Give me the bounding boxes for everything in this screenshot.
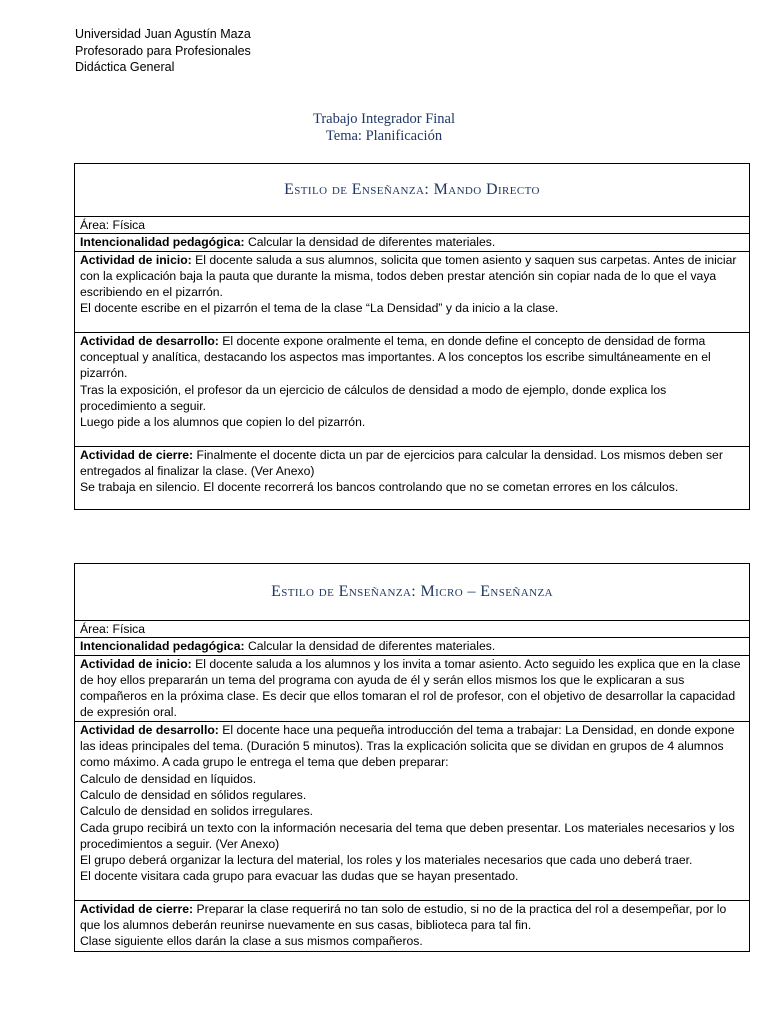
paragraph: Calculo de densidad en solidos irregulares.	[80, 804, 314, 819]
paragraph: Luego pide a los alumnos que copien lo del pizarrón.	[80, 415, 366, 430]
paragraph	[80, 447, 745, 480]
table-caption: Estilo de Enseñanza: Micro – Enseñanza	[271, 582, 553, 600]
paragraph	[80, 333, 745, 382]
document-title	[0, 111, 768, 145]
paragraph-text: El docente saluda a los alumnos y los invita a tomar asiento. Acto seguido les explica que en la clase de hoy ellos prepararán un tema del programa con ayuda de él y serán ellos mismos los que le explicaran a sus compañeros en la próxima clase. Es decir que ellos tomaran el rol de profesor, con el objetivo de desarrollar la capacidad de expresión oral.	[80, 656, 741, 720]
actividad-inicio-label: Actividad de inicio:	[80, 656, 192, 671]
paragraph: Calculo de densidad en sólidos regulares.	[80, 787, 307, 802]
paragraph: Se trabaja en silencio. El docente recorrerá los bancos controlando que no se cometan errores en los cálculos.	[80, 480, 679, 495]
table-caption: Estilo de Enseñanza: Mando Directo	[284, 180, 540, 198]
paragraph: Calculo de densidad en líquidos.	[80, 771, 257, 786]
planning-table-mando-directo	[74, 163, 750, 510]
intencionalidad-row	[75, 637, 749, 654]
actividad-desarrollo-row	[75, 721, 749, 900]
paragraph: Clase siguiente ellos darán la clase a sus mismos compañeros.	[80, 934, 423, 949]
paragraph: El docente visitara cada grupo para evacuar las dudas que se hayan presentado.	[80, 869, 519, 884]
actividad-cierre-label: Actividad de cierre:	[80, 901, 194, 916]
title-line-1: Trabajo Integrador Final	[312, 111, 456, 127]
area-row: Área: Física	[75, 620, 749, 637]
university-name: Universidad Juan Agustín Maza	[75, 27, 251, 41]
paragraph	[80, 901, 745, 934]
paragraph-text: El docente saluda a sus alumnos, solicita que tomen asiento y saquen sus carpetas. Antes de iniciar con la explicación baja la pauta que durante la misma, todos deben prestar atención sin copiar nada de lo que el vaya escribiendo en el pizarrón.	[80, 252, 737, 300]
paragraph	[80, 252, 745, 301]
paragraph: El docente escribe en el pizarrón el tema de la clase “La Densidad” y da inicio a la clase.	[80, 301, 559, 316]
actividad-desarrollo-row	[75, 332, 749, 446]
paragraph: Cada grupo recibirá un texto con la información necesaria del tema que deben presentar. Los materiales necesarios y los procedimientos a seguir. (Ver Anexo)	[80, 820, 735, 851]
course-name: Didáctica General	[75, 60, 175, 74]
planning-table-micro-ensenanza	[74, 563, 750, 952]
actividad-cierre-row	[75, 446, 749, 510]
paragraph-text: El docente expone oralmente el tema, en donde define el concepto de densidad de forma conceptual y analítica, destacando los aspectos mas importantes. A los conceptos los escribe simultáneamente en el pizarrón.	[80, 333, 711, 381]
paragraph-text: Finalmente el docente dicta un par de ejercicios para calcular la densidad. Los mismos deben ser entregados al finalizar la clase. (Ver Anexo)	[80, 447, 723, 478]
actividad-desarrollo-label: Actividad de desarrollo:	[80, 722, 219, 737]
intencionalidad-label: Intencionalidad pedagógica:	[80, 639, 245, 654]
actividad-cierre-label: Actividad de cierre:	[80, 447, 194, 462]
paragraph: El grupo deberá organizar la lectura del material, los roles y los materiales necesarios que cada uno deberá traer.	[80, 853, 693, 868]
intencionalidad-text: Calcular la densidad de diferentes materiales.	[244, 639, 496, 654]
intencionalidad-text: Calcular la densidad de diferentes materiales.	[244, 235, 496, 250]
paragraph-text: Preparar la clase requerirá no tan solo de estudio, si no de la practica del rol a desempeñar, por lo que los alumnos deberán reunirse nuevamente en sus casas, biblioteca para tal fin.	[80, 901, 727, 933]
paragraph	[80, 656, 745, 721]
actividad-desarrollo-label: Actividad de desarrollo:	[80, 333, 219, 348]
paragraph-text: El docente hace una pequeña introducción del tema a trabajar: La Densidad, en donde expone las ideas principales del tema. (Duración 5 minutos). Tras la explicación solicita que se dividan en grupos de 4 alumnos como máximo. A cada grupo le entrega el tema que deben preparar:	[80, 722, 735, 770]
actividad-inicio-label: Actividad de inicio:	[80, 252, 192, 267]
paragraph	[80, 722, 745, 771]
document-header	[75, 26, 251, 76]
paragraph: Tras la exposición, el profesor da un ejercicio de cálculos de densidad a modo de ejemplo, donde explica los procedimiento a seguir.	[80, 382, 667, 413]
actividad-cierre-row	[75, 900, 749, 951]
program-name: Profesorado para Profesionales	[75, 43, 251, 58]
intencionalidad-row	[75, 233, 749, 250]
actividad-inicio-row	[75, 251, 749, 332]
intencionalidad-label: Intencionalidad pedagógica:	[80, 235, 245, 250]
title-line-2: Tema: Planificación	[325, 128, 443, 144]
actividad-inicio-row	[75, 655, 749, 721]
area-row: Área: Física	[75, 216, 749, 233]
